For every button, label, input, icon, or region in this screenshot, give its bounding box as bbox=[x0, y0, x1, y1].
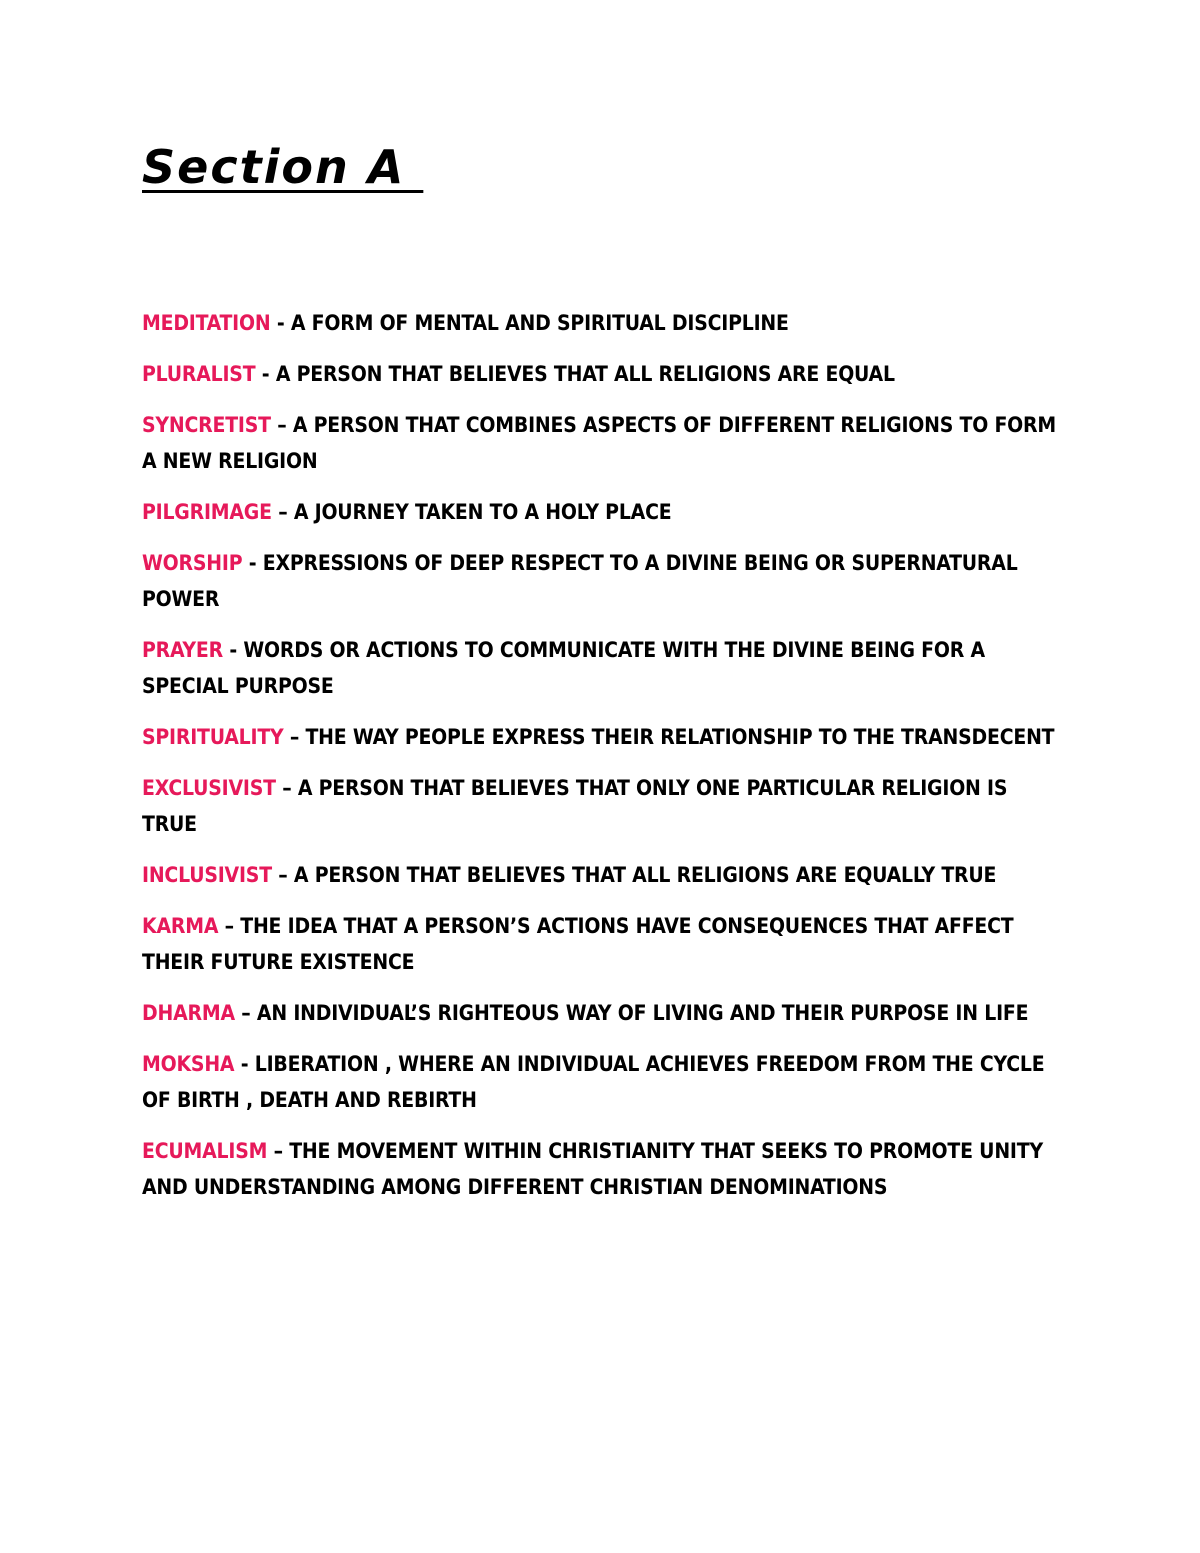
glossary-entry bbox=[142, 494, 1067, 530]
entry-separator: - bbox=[240, 1052, 249, 1076]
entry-definition: THE IDEA THAT A PERSON’S ACTIONS HAVE CONSEQUENCES THAT AFFECT THEIR FUTURE EXISTENCE bbox=[142, 914, 1014, 974]
glossary-entry bbox=[142, 356, 1067, 392]
section-title: Section A bbox=[142, 140, 424, 194]
entry-definition: A PERSON THAT BELIEVES THAT ALL RELIGIONS ARE EQUALLY TRUE bbox=[293, 863, 997, 887]
glossary-entry bbox=[142, 719, 1067, 755]
glossary-entry bbox=[142, 1133, 1067, 1205]
entry-definition: A JOURNEY TAKEN TO A HOLY PLACE bbox=[293, 500, 672, 524]
entry-definition: A PERSON THAT COMBINES ASPECTS OF DIFFERENT RELIGIONS TO FORM A NEW RELIGION bbox=[142, 413, 1056, 473]
entry-term: KARMA bbox=[142, 914, 219, 938]
entry-term: INCLUSIVIST bbox=[142, 863, 272, 887]
entry-term: DHARMA bbox=[142, 1001, 235, 1025]
entry-separator: – bbox=[289, 725, 300, 749]
entry-term: ECUMALISM bbox=[142, 1139, 268, 1163]
entry-term: PILGRIMAGE bbox=[142, 500, 272, 524]
entry-separator: - bbox=[276, 311, 285, 335]
entry-separator: – bbox=[278, 863, 288, 887]
glossary-entry bbox=[142, 995, 1067, 1031]
entry-term: MEDITATION bbox=[142, 311, 271, 335]
entry-definition: WORDS OR ACTIONS TO COMMUNICATE WITH THE DIVINE BEING FOR A SPECIAL PURPOSE bbox=[142, 638, 985, 698]
entry-separator: - bbox=[261, 362, 270, 386]
entry-term: SYNCRETIST bbox=[142, 413, 271, 437]
entry-definition: LIBERATION , WHERE AN INDIVIDUAL ACHIEVES FREEDOM FROM THE CYCLE OF BIRTH , DEATH AND REBIRTH bbox=[142, 1052, 1045, 1112]
entry-term: PRAYER bbox=[142, 638, 223, 662]
glossary-entry bbox=[142, 770, 1067, 842]
entry-definition: A PERSON THAT BELIEVES THAT ALL RELIGIONS ARE EQUAL bbox=[275, 362, 895, 386]
entry-term: EXCLUSIVIST bbox=[142, 776, 276, 800]
glossary-entry bbox=[142, 545, 1067, 617]
entry-definition: AN INDIVIDUAL’S RIGHTEOUS WAY OF LIVING AND THEIR PURPOSE IN LIFE bbox=[256, 1001, 1029, 1025]
glossary-entry bbox=[142, 857, 1067, 893]
entry-term: PLURALIST bbox=[142, 362, 256, 386]
entry-definition: THE WAY PEOPLE EXPRESS THEIR RELATIONSHIP TO THE TRANSDECENT bbox=[305, 725, 1055, 749]
entry-separator: - bbox=[248, 551, 257, 575]
entry-definition: EXPRESSIONS OF DEEP RESPECT TO A DIVINE BEING OR SUPERNATURAL POWER bbox=[142, 551, 1018, 611]
entry-term: MOKSHA bbox=[142, 1052, 235, 1076]
entry-separator: – bbox=[241, 1001, 251, 1025]
glossary-entry bbox=[142, 407, 1067, 479]
entry-definition: A PERSON THAT BELIEVES THAT ONLY ONE PARTICULAR RELIGION IS TRUE bbox=[142, 776, 1008, 836]
entry-definition: A FORM OF MENTAL AND SPIRITUAL DISCIPLINE bbox=[290, 311, 789, 335]
entry-term: SPIRITUALITY bbox=[142, 725, 284, 749]
entry-separator: – bbox=[277, 413, 287, 437]
entry-separator: - bbox=[229, 638, 237, 662]
entry-separator: – bbox=[278, 500, 288, 524]
entry-term: WORSHIP bbox=[142, 551, 243, 575]
glossary-entry bbox=[142, 1046, 1067, 1118]
entry-definition: THE MOVEMENT WITHIN CHRISTIANITY THAT SEEKS TO PROMOTE UNITY AND UNDERSTANDING AMONG DIFFERENT CHRISTIAN DENOMINATIONS bbox=[142, 1139, 1043, 1199]
entry-separator: – bbox=[282, 776, 292, 800]
entry-separator: – bbox=[224, 914, 234, 938]
glossary-entry bbox=[142, 908, 1067, 980]
entry-separator: – bbox=[273, 1139, 283, 1163]
glossary-list bbox=[142, 305, 1067, 1220]
glossary-entry bbox=[142, 305, 1067, 341]
glossary-entry bbox=[142, 632, 1067, 704]
